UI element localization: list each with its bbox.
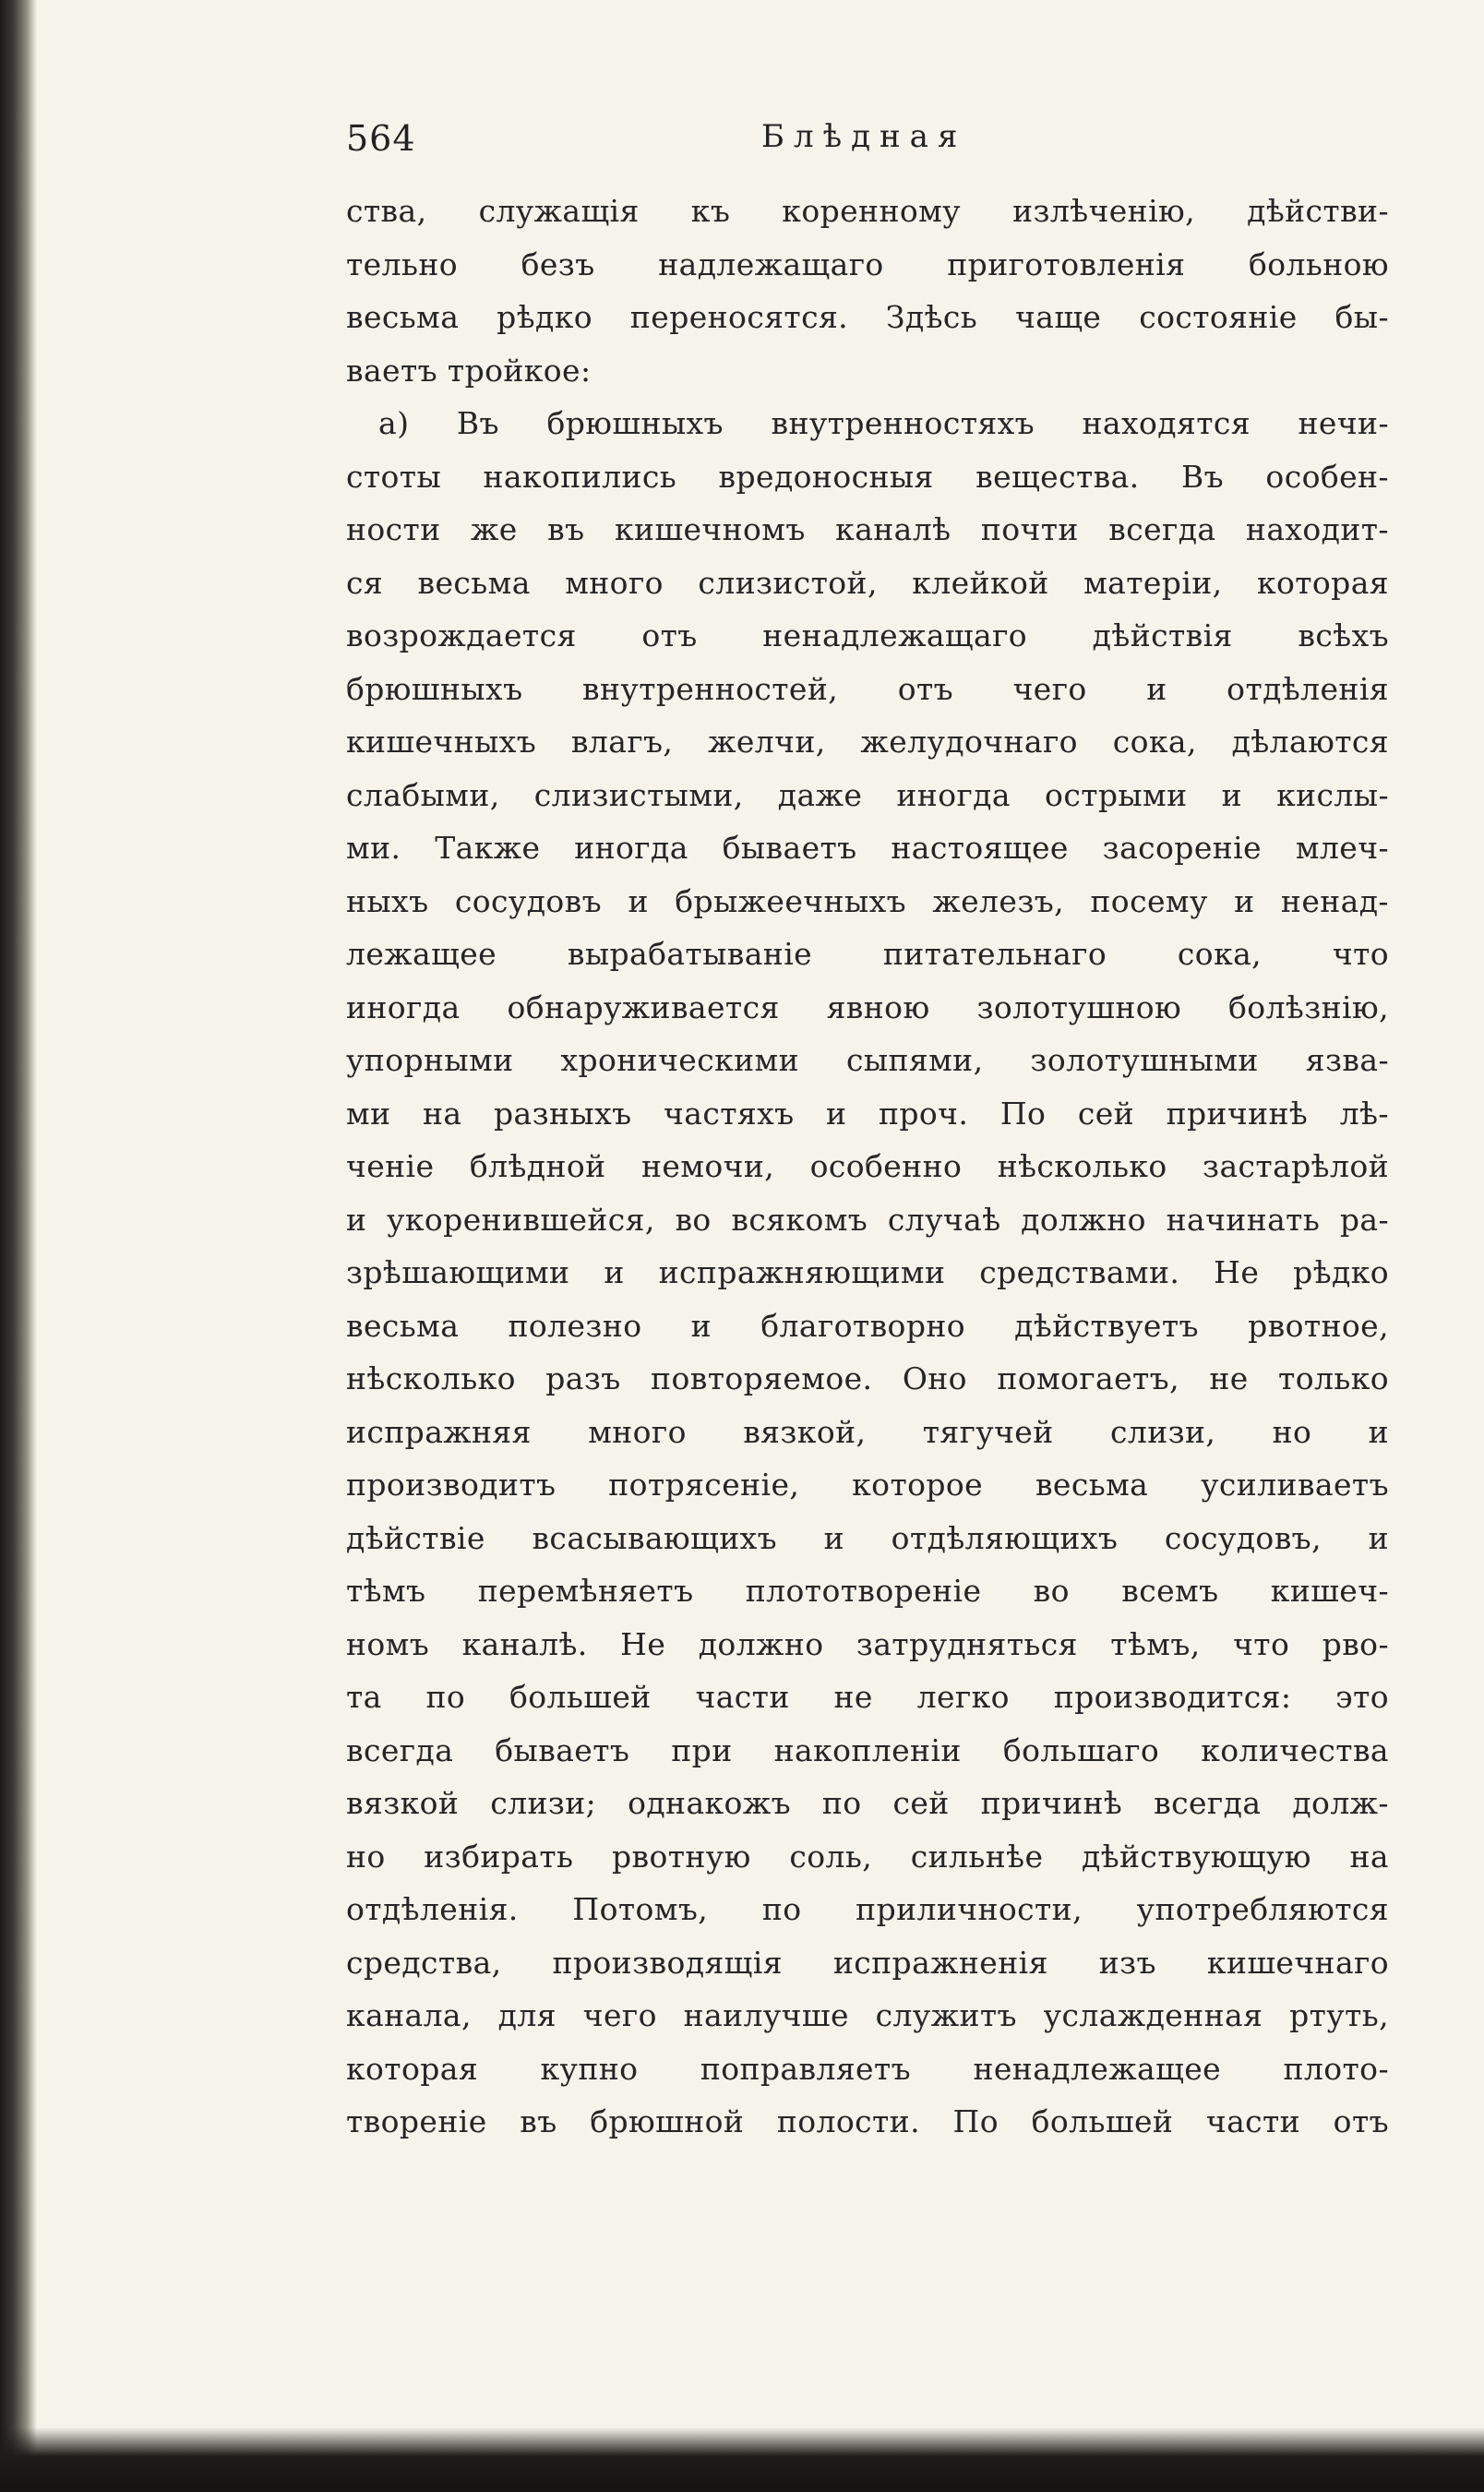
text-line: средства, производящія испражненія изъ кишечнаго <box>346 1944 1389 1981</box>
text-line: всегда бываетъ при накопленіи большаго количества <box>346 1731 1389 1768</box>
text-line: иногда обнаруживается явною золотушною болѣзнію, <box>346 988 1389 1025</box>
bottom-scan-edge <box>0 2427 1484 2492</box>
text-line: тѣмъ перемѣняетъ плототвореніе во всемъ кишеч- <box>346 1573 1389 1609</box>
text-line: упорными хроническими сыпями, золотушными язва- <box>346 1042 1389 1078</box>
text-line: стоты накопились вредоносныя вещества. Въ особен- <box>346 458 1389 495</box>
text-line: та по большей части не легко производится: это <box>346 1679 1389 1715</box>
text-line: ности же въ кишечномъ каналѣ почти всегда находит- <box>346 511 1389 547</box>
text-line: брюшныхъ внутренностей, отъ чего и отдѣленія <box>346 670 1389 707</box>
text-line: и укоренившейся, во всякомъ случаѣ должно начинать ра- <box>346 1201 1389 1238</box>
text-line: весьма рѣдко переносятся. Здѣсь чаще состояніе бы- <box>346 299 1389 335</box>
text-line: а) Въ брюшныхъ внутренностяхъ находятся нечи- <box>378 405 1389 441</box>
text-line: ми на разныхъ частяхъ и проч. По сей причинѣ лѣ- <box>346 1095 1389 1132</box>
text-line: канала, для чего наилучше служитъ услажденная ртуть, <box>346 1997 1389 2033</box>
text-line: но избирать рвотную соль, сильнѣе дѣйствующую на <box>346 1838 1389 1875</box>
text-line: весьма полезно и благотворно дѣйствуетъ рвотное, <box>346 1307 1389 1344</box>
text-line: нѣсколько разъ повторяемое. Оно помогаетъ, не только <box>346 1360 1389 1396</box>
text-line: ныхъ сосудовъ и брыжеечныхъ железъ, посему и ненад- <box>346 882 1389 919</box>
text-line: слабыми, слизистыми, даже иногда острыми и кислы- <box>346 776 1389 813</box>
text-line: которая купно поправляетъ ненадлежащее плото- <box>346 2050 1389 2087</box>
text-line: дѣйствіе всасывающихъ и отдѣляющихъ сосудовъ, и <box>346 1519 1389 1556</box>
page-number: 564 <box>346 118 416 159</box>
text-line: лежащее вырабатываніе питательнаго сока, что <box>346 936 1389 972</box>
text-line: ства, служащія къ коренному излѣченію, дѣйстви- <box>346 193 1389 229</box>
text-line: ченіе блѣдной немочи, особенно нѣсколько застарѣлой <box>346 1148 1389 1184</box>
spine-shadow <box>0 0 37 2492</box>
running-title: Блѣдная <box>761 118 967 155</box>
page-header <box>346 118 1389 174</box>
text-line: твореніе въ брюшной полости. По большей части отъ <box>346 2103 1389 2139</box>
text-line: кишечныхъ влагъ, желчи, желудочнаго сока, дѣлаются <box>346 724 1389 760</box>
text-line: испражняя много вязкой, тягучей слизи, но и <box>346 1413 1389 1450</box>
text-line: вязкой слизи; однакожъ по сей причинѣ всегда долж- <box>346 1785 1389 1821</box>
text-line: тельно безъ надлежащаго приготовленія больною <box>346 246 1389 282</box>
text-line: производитъ потрясеніе, которое весьма усиливаетъ <box>346 1467 1389 1503</box>
text-line: отдѣленія. Потомъ, по приличности, употребляются <box>346 1891 1389 1927</box>
text-line: возрождается отъ ненадлежащаго дѣйствія всѣхъ <box>346 617 1389 653</box>
body-text <box>346 185 1389 2149</box>
text-line: ми. Также иногда бываетъ настоящее засореніе млеч- <box>346 830 1389 866</box>
text-line: зрѣшающими и испражняющими средствами. Не рѣдко <box>346 1254 1389 1290</box>
text-line: ся весьма много слизистой, клейкой матеріи, которая <box>346 564 1389 601</box>
text-line: номъ каналѣ. Не должно затрудняться тѣмъ, что рво- <box>346 1625 1389 1662</box>
text-line: ваетъ тройкое: <box>346 352 592 389</box>
